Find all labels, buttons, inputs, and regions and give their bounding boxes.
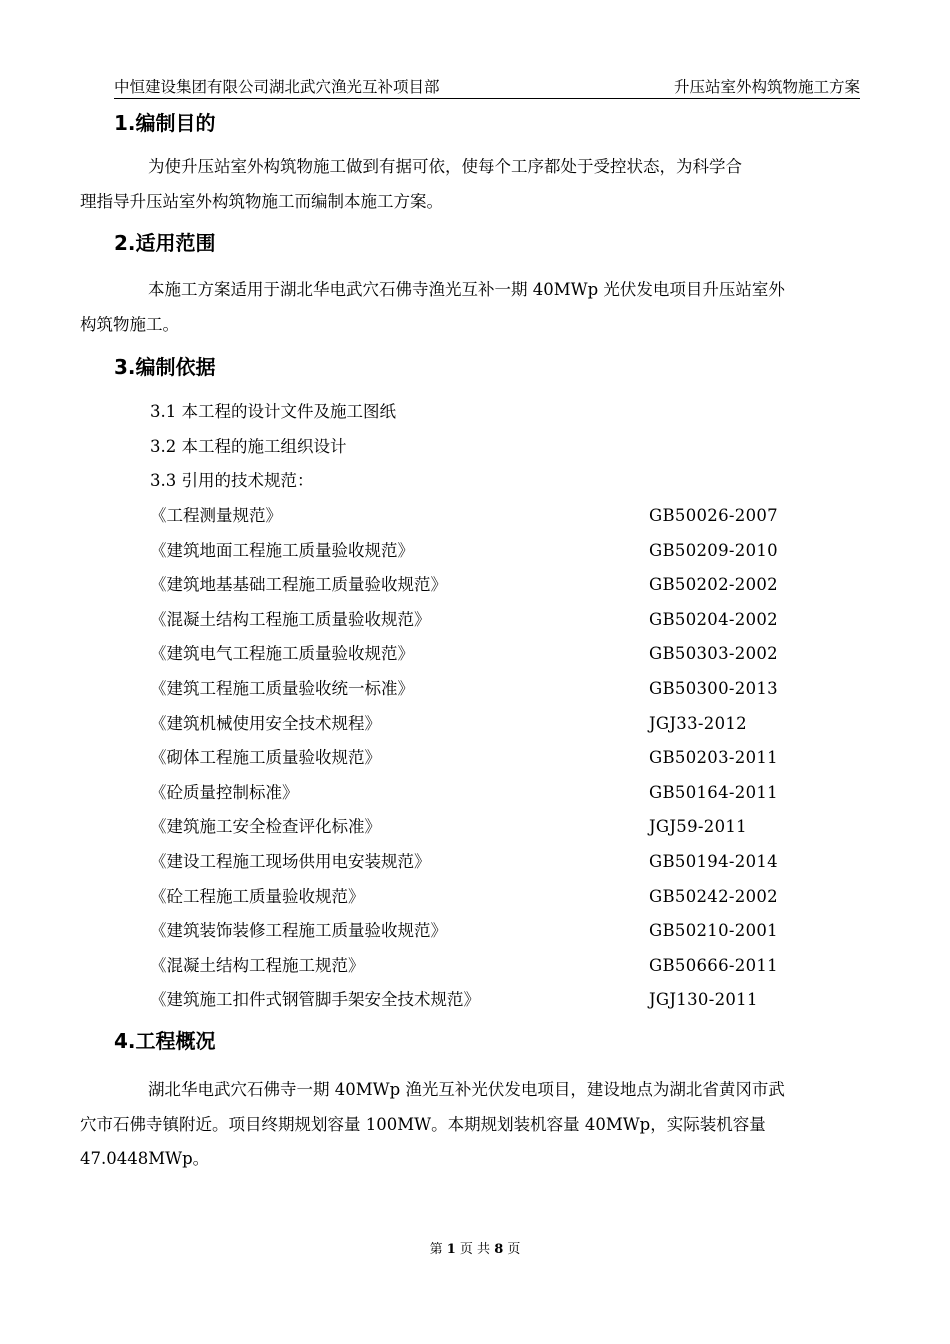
standard-name: 《建筑施工扣件式钢管脚手架安全技术规范》 xyxy=(150,990,480,1010)
footer-current-page: 1 xyxy=(446,1242,456,1257)
standard-code: JGJ33-2012 xyxy=(649,713,747,733)
standard-name: 《建设工程施工现场供用电安装规范》 xyxy=(150,851,431,871)
standard-row xyxy=(150,781,830,816)
standard-name: 《建筑地基基础工程施工质量验收规范》 xyxy=(150,575,447,595)
standard-code: GB50026-2007 xyxy=(649,506,778,525)
standard-row xyxy=(150,642,830,677)
page-header xyxy=(114,74,860,99)
standard-name: 《砼质量控制标准》 xyxy=(150,782,299,802)
standard-name: 《建筑机械使用安全技术规程》 xyxy=(150,713,381,733)
standard-row xyxy=(150,677,830,712)
standard-name: 《建筑电气工程施工质量验收规范》 xyxy=(150,644,414,664)
standard-name: 《工程测量规范》 xyxy=(150,506,282,525)
standard-code: GB50209-2010 xyxy=(649,540,778,560)
section-3-item-1: 3.1 本工程的设计文件及施工图纸 xyxy=(150,402,396,421)
section-4-line-2: 穴市石佛寺镇附近。项目终期规划容量 100MW。本期规划装机容量 40MWp，实际装机容量 xyxy=(80,1114,766,1134)
standard-code: JGJ130-2011 xyxy=(649,990,758,1010)
standard-row xyxy=(150,815,830,850)
section-4-body xyxy=(80,1073,862,1177)
section-4-line-1: 湖北华电武穴石佛寺一期 40MWp 渔光互补光伏发电项目，建设地点为湖北省黄冈市武 xyxy=(148,1080,785,1099)
standard-code: GB50202-2002 xyxy=(649,575,778,595)
standard-row xyxy=(150,988,830,1023)
standard-code: GB50194-2014 xyxy=(649,851,778,871)
standard-name: 《建筑工程施工质量验收统一标准》 xyxy=(150,678,414,698)
standard-name: 《建筑施工安全检查评化标准》 xyxy=(150,817,381,837)
standard-name: 《混凝土结构工程施工质量验收规范》 xyxy=(150,609,431,629)
standard-code: GB50242-2002 xyxy=(649,886,778,906)
footer-total-pages: 8 xyxy=(494,1242,504,1257)
standard-row xyxy=(150,573,830,608)
standard-code: GB50300-2013 xyxy=(649,678,778,698)
footer-middle: 页 共 xyxy=(459,1242,491,1257)
section-1-line-2: 理指导升压站室外构筑物施工而编制本施工方案。 xyxy=(80,191,443,211)
standard-code: GB50303-2002 xyxy=(649,644,778,664)
standard-row xyxy=(150,919,830,954)
footer-suffix: 页 xyxy=(507,1242,521,1257)
section-4-heading: 4.工程概况 xyxy=(114,1029,216,1053)
section-1-heading: 1.编制目的 xyxy=(114,111,216,135)
standards-list xyxy=(150,504,830,1023)
standard-code: GB50203-2011 xyxy=(649,748,778,768)
section-3-heading: 3.编制依据 xyxy=(114,355,216,379)
standard-code: GB50666-2011 xyxy=(649,955,778,975)
section-1-body xyxy=(80,150,862,219)
standard-row xyxy=(150,850,830,885)
standard-row xyxy=(150,712,830,747)
standard-row xyxy=(150,885,830,920)
standard-row xyxy=(150,954,830,989)
standard-row xyxy=(150,608,830,643)
section-2-line-1: 本施工方案适用于湖北华电武穴石佛寺渔光互补一期 40MWp 光伏发电项目升压站室外 xyxy=(148,280,785,299)
section-3-item-2: 3.2 本工程的施工组织设计 xyxy=(150,437,347,456)
standard-name: 《砌体工程施工质量验收规范》 xyxy=(150,748,381,768)
standard-name: 《建筑装饰装修工程施工质量验收规范》 xyxy=(150,921,447,941)
standard-name: 《建筑地面工程施工质量验收规范》 xyxy=(150,540,414,560)
standard-row xyxy=(150,539,830,574)
standard-row xyxy=(150,746,830,781)
section-3-item-3: 3.3 引用的技术规范： xyxy=(150,471,314,490)
standard-name: 《混凝土结构工程施工规范》 xyxy=(150,955,365,975)
section-2-body xyxy=(80,273,862,342)
standard-code: JGJ59-2011 xyxy=(649,817,747,837)
standard-name: 《砼工程施工质量验收规范》 xyxy=(150,886,365,906)
header-left-org: 中恒建设集团有限公司湖北武穴渔光互补项目部 xyxy=(114,78,440,96)
page-footer xyxy=(0,1240,950,1260)
section-4-line-3: 47.0448MWp。 xyxy=(80,1149,210,1168)
standard-row xyxy=(150,504,830,539)
section-1-line-1: 为使升压站室外构筑物施工做到有据可依，使每个工序都处于受控状态，为科学合 xyxy=(148,157,742,176)
standard-code: GB50210-2001 xyxy=(649,921,778,941)
section-2-line-2: 构筑物施工。 xyxy=(80,314,179,334)
section-2-heading: 2.适用范围 xyxy=(114,231,216,255)
standard-code: GB50204-2002 xyxy=(649,609,778,629)
footer-prefix: 第 xyxy=(429,1242,443,1257)
standard-code: GB50164-2011 xyxy=(649,782,778,802)
header-right-title: 升压站室外构筑物施工方案 xyxy=(673,78,860,96)
